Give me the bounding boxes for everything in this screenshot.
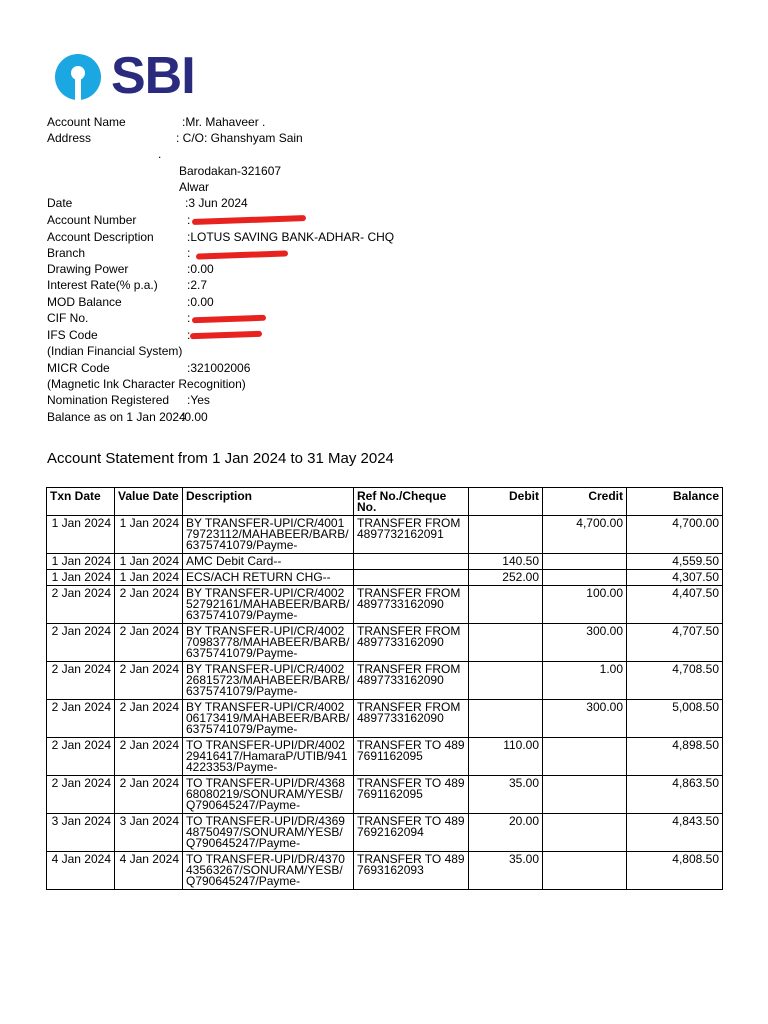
cell-txn-date: 1 Jan 2024 <box>47 516 115 554</box>
cell-txn-date: 2 Jan 2024 <box>47 624 115 662</box>
cell-value-date: 1 Jan 2024 <box>115 554 183 570</box>
cell-value-date: 2 Jan 2024 <box>115 738 183 776</box>
label-cif-no: CIF No. <box>47 311 89 325</box>
cell-credit: 300.00 <box>543 624 627 662</box>
cell-value-date: 2 Jan 2024 <box>115 624 183 662</box>
sbi-logo-text: SBI <box>111 47 195 105</box>
cell-balance: 4,307.50 <box>627 570 723 586</box>
label-date: Date <box>47 196 73 210</box>
cell-balance: 4,700.00 <box>627 516 723 554</box>
table-header-row <box>47 488 723 516</box>
cell-value-date: 4 Jan 2024 <box>115 852 183 890</box>
cell-credit <box>543 554 627 570</box>
cell-txn-date: 2 Jan 2024 <box>47 662 115 700</box>
cell-credit: 300.00 <box>543 700 627 738</box>
cell-debit: 35.00 <box>469 852 543 890</box>
cell-debit <box>469 516 543 554</box>
table-row <box>47 852 723 890</box>
cell-credit: 100.00 <box>543 586 627 624</box>
table-row <box>47 624 723 662</box>
cell-description: ECS/ACH RETURN CHG-- <box>183 570 354 586</box>
label-address: Address <box>47 131 92 145</box>
label-account-description: Account Description <box>47 230 154 244</box>
value-mod-balance: :0.00 <box>187 295 214 309</box>
table-row <box>47 586 723 624</box>
cell-balance: 5,008.50 <box>627 700 723 738</box>
cell-description: AMC Debit Card-- <box>183 554 354 570</box>
label-account-number: Account Number <box>47 213 137 227</box>
table-row <box>47 814 723 852</box>
redaction-cif-no <box>192 315 266 324</box>
cell-balance: 4,708.50 <box>627 662 723 700</box>
cell-description: BY TRANSFER-UPI/CR/400206173419/MAHABEER/BARB/6375741079/Payme- <box>183 700 354 738</box>
header-ref-no: Ref No./Cheque No. <box>354 488 469 516</box>
redaction-branch <box>196 250 288 259</box>
value-opening-balance: :0.00 <box>181 410 208 424</box>
cell-ref-no: TRANSFER FROM 4897733162090 <box>354 662 469 700</box>
cell-debit: 20.00 <box>469 814 543 852</box>
cell-txn-date: 1 Jan 2024 <box>47 570 115 586</box>
value-branch: : <box>187 246 191 260</box>
value-address-line1: : C/O: Ghanshyam Sain <box>176 131 303 145</box>
table-row <box>47 554 723 570</box>
value-address-line3: Barodakan-321607 <box>179 164 282 178</box>
cell-description: BY TRANSFER-UPI/CR/400252792161/MAHABEER/BARB/6375741079/Payme- <box>183 586 354 624</box>
cell-ref-no: TRANSFER TO 4897691162095 <box>354 776 469 814</box>
header-value-date: Value Date <box>115 488 183 516</box>
statement-title: Account Statement from 1 Jan 2024 to 31 May 2024 <box>47 450 394 467</box>
cell-description: BY TRANSFER-UPI/CR/400226815723/MAHABEER/BARB/6375741079/Payme- <box>183 662 354 700</box>
cell-credit <box>543 852 627 890</box>
cell-description: BY TRANSFER-UPI/CR/400179723112/MAHABEER/BARB/6375741079/Payme- <box>183 516 354 554</box>
cell-txn-date: 3 Jan 2024 <box>47 814 115 852</box>
table-row <box>47 570 723 586</box>
cell-ref-no: TRANSFER FROM 4897733162090 <box>354 624 469 662</box>
value-account-number: : <box>187 213 191 227</box>
label-account-name: Account Name <box>47 115 126 129</box>
cell-ref-no: TRANSFER TO 4897691162095 <box>354 738 469 776</box>
cell-balance: 4,707.50 <box>627 624 723 662</box>
table-row <box>47 700 723 738</box>
cell-credit <box>543 776 627 814</box>
cell-description: TO TRANSFER-UPI/DR/436868080219/SONURAM/YESB/Q790645247/Payme- <box>183 776 354 814</box>
cell-credit: 4,700.00 <box>543 516 627 554</box>
label-ifs-code: IFS Code <box>47 328 98 342</box>
redaction-account-number <box>192 215 306 225</box>
cell-description: BY TRANSFER-UPI/CR/400270983778/MAHABEER/BARB/6375741079/Payme- <box>183 624 354 662</box>
cell-debit <box>469 586 543 624</box>
value-account-name: :Mr. Mahaveer . <box>182 115 266 129</box>
cell-ref-no: TRANSFER FROM 4897732162091 <box>354 516 469 554</box>
label-opening-balance: Balance as on 1 Jan 2024 <box>47 410 186 424</box>
cell-credit <box>543 814 627 852</box>
value-ifs-code: : <box>187 328 191 342</box>
cell-balance: 4,898.50 <box>627 738 723 776</box>
table-row <box>47 738 723 776</box>
label-interest-rate: Interest Rate(% p.a.) <box>47 278 158 292</box>
cell-balance: 4,407.50 <box>627 586 723 624</box>
cell-credit <box>543 570 627 586</box>
cell-balance: 4,843.50 <box>627 814 723 852</box>
cell-credit: 1.00 <box>543 662 627 700</box>
value-address-line4: Alwar <box>179 180 210 194</box>
value-account-description: :LOTUS SAVING BANK-ADHAR- CHQ <box>187 230 395 244</box>
cell-ref-no <box>354 554 469 570</box>
cell-description: TO TRANSFER-UPI/DR/437043563267/SONURAM/YESB/Q790645247/Payme- <box>183 852 354 890</box>
cell-ref-no <box>354 570 469 586</box>
label-micr-note: (Magnetic Ink Character Recognition) <box>47 377 246 391</box>
cell-debit <box>469 624 543 662</box>
header-balance: Balance <box>627 488 723 516</box>
cell-balance: 4,863.50 <box>627 776 723 814</box>
cell-description: TO TRANSFER-UPI/DR/436948750497/SONURAM/YESB/Q790645247/Payme- <box>183 814 354 852</box>
cell-balance: 4,559.50 <box>627 554 723 570</box>
value-address-line2: . <box>158 147 162 161</box>
sbi-keyhole-icon <box>55 54 101 100</box>
header-txn-date: Txn Date <box>47 488 115 516</box>
table-row <box>47 776 723 814</box>
cell-value-date: 2 Jan 2024 <box>115 776 183 814</box>
cell-ref-no: TRANSFER FROM 4897733162090 <box>354 700 469 738</box>
cell-value-date: 2 Jan 2024 <box>115 586 183 624</box>
label-mod-balance: MOD Balance <box>47 295 122 309</box>
value-interest-rate: :2.7 <box>187 278 208 292</box>
label-branch: Branch <box>47 246 86 260</box>
value-drawing-power: :0.00 <box>187 262 214 276</box>
cell-txn-date: 2 Jan 2024 <box>47 738 115 776</box>
cell-ref-no: TRANSFER FROM 4897733162090 <box>354 586 469 624</box>
cell-txn-date: 1 Jan 2024 <box>47 554 115 570</box>
transactions-body <box>47 516 723 890</box>
header-debit: Debit <box>469 488 543 516</box>
header-credit: Credit <box>543 488 627 516</box>
cell-debit: 252.00 <box>469 570 543 586</box>
cell-value-date: 2 Jan 2024 <box>115 662 183 700</box>
value-nomination: :Yes <box>187 393 210 407</box>
value-micr-code: :321002006 <box>187 361 251 375</box>
cell-balance: 4,808.50 <box>627 852 723 890</box>
cell-debit: 110.00 <box>469 738 543 776</box>
cell-debit <box>469 662 543 700</box>
cell-txn-date: 2 Jan 2024 <box>47 586 115 624</box>
cell-value-date: 2 Jan 2024 <box>115 700 183 738</box>
cell-txn-date: 2 Jan 2024 <box>47 700 115 738</box>
cell-value-date: 1 Jan 2024 <box>115 516 183 554</box>
table-row <box>47 662 723 700</box>
cell-debit: 140.50 <box>469 554 543 570</box>
cell-ref-no: TRANSFER TO 4897692162094 <box>354 814 469 852</box>
cell-txn-date: 2 Jan 2024 <box>47 776 115 814</box>
cell-txn-date: 4 Jan 2024 <box>47 852 115 890</box>
cell-value-date: 3 Jan 2024 <box>115 814 183 852</box>
table-row <box>47 516 723 554</box>
header-description: Description <box>183 488 354 516</box>
value-date: :3 Jun 2024 <box>185 196 248 210</box>
cell-value-date: 1 Jan 2024 <box>115 570 183 586</box>
transactions-table <box>46 487 723 890</box>
cell-ref-no: TRANSFER TO 4897693162093 <box>354 852 469 890</box>
label-nomination: Nomination Registered <box>47 393 170 407</box>
value-cif-no: : <box>187 311 191 325</box>
label-micr-code: MICR Code <box>47 361 110 375</box>
cell-credit <box>543 738 627 776</box>
label-ifs-note: (Indian Financial System) <box>47 344 183 358</box>
cell-description: TO TRANSFER-UPI/DR/400229416417/HamaraP/UTIB/9414223353/Payme- <box>183 738 354 776</box>
redaction-ifs-code <box>190 331 262 340</box>
label-drawing-power: Drawing Power <box>47 262 129 276</box>
cell-debit: 35.00 <box>469 776 543 814</box>
cell-debit <box>469 700 543 738</box>
